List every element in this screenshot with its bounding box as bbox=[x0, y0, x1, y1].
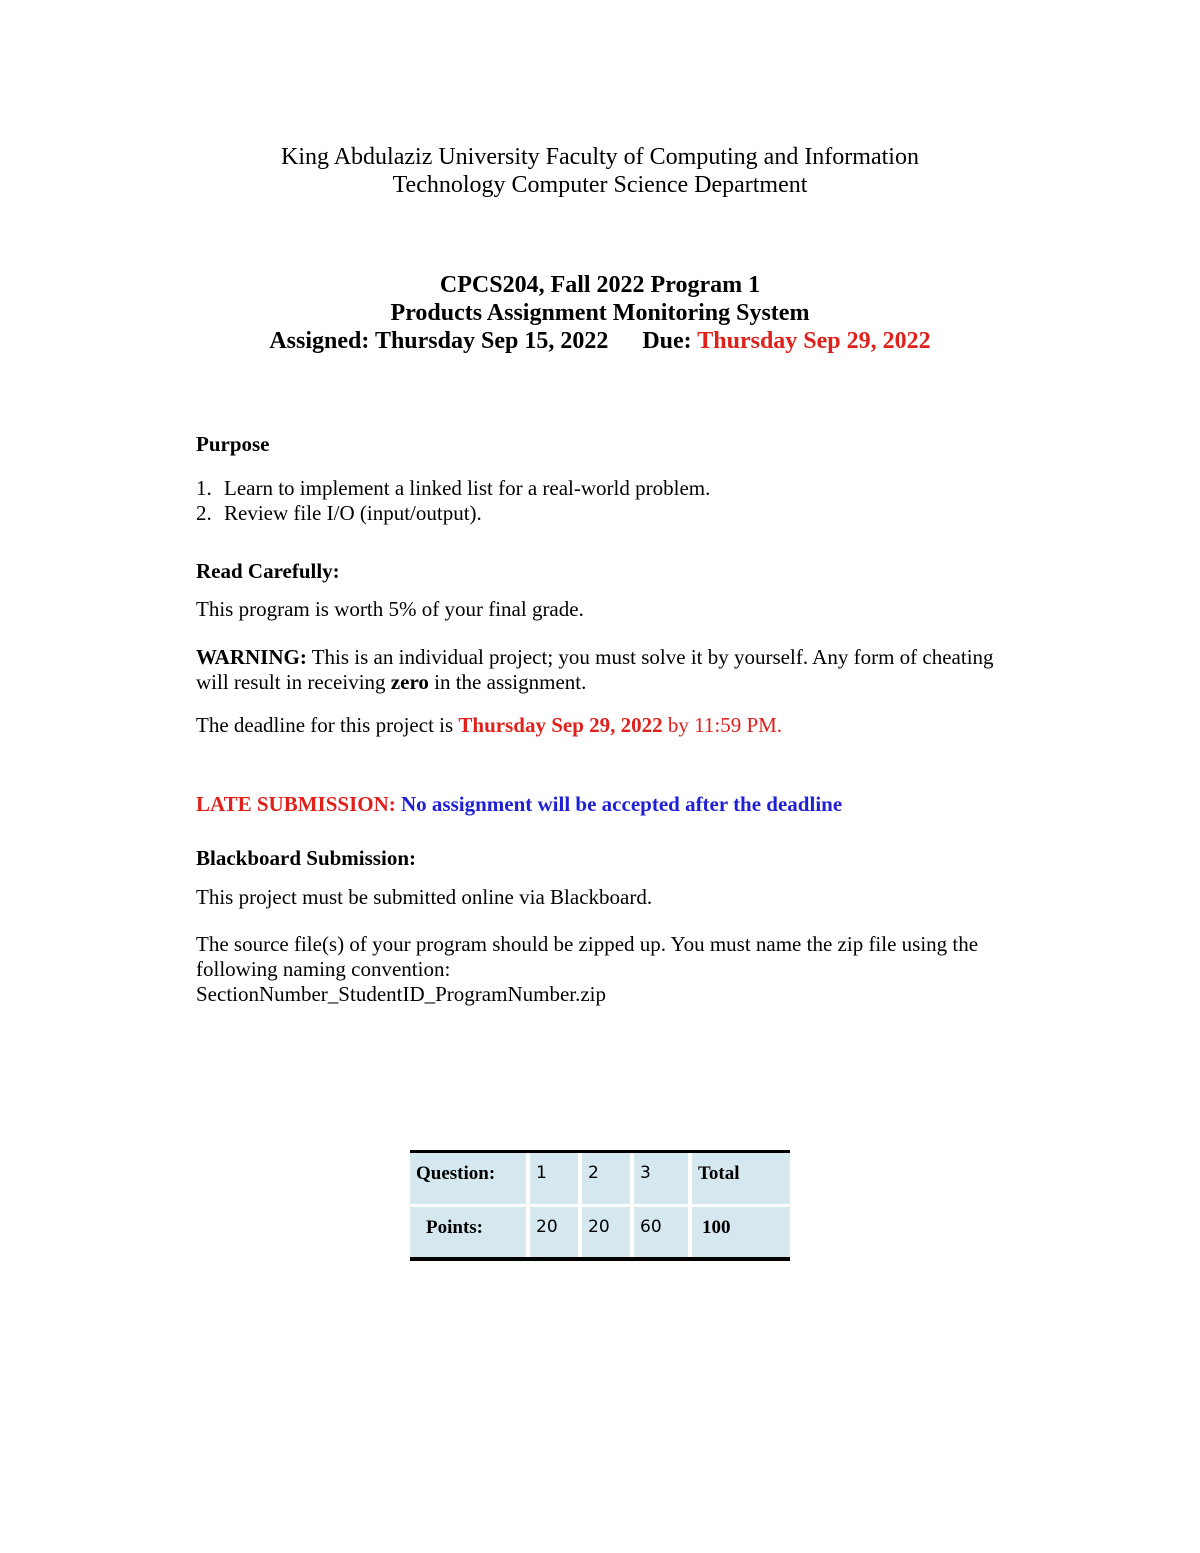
table-cell: 100 bbox=[690, 1205, 790, 1257]
blackboard-title: Blackboard Submission: bbox=[196, 846, 416, 870]
warning-paragraph: WARNING: This is an individual project; you must solve it by yourself. Any form of cheating will result in receiving zero in the assignment. bbox=[196, 645, 994, 694]
assigned-label: Assigned: bbox=[269, 328, 370, 354]
course-dates bbox=[0, 327, 1200, 355]
table-cell: Total bbox=[690, 1153, 790, 1205]
table-row bbox=[410, 1153, 790, 1205]
late-text: No assignment will be accepted after the deadline bbox=[395, 792, 843, 816]
warning-label: WARNING: bbox=[196, 645, 307, 669]
table-cell: 2 bbox=[580, 1153, 632, 1205]
grades-table-body bbox=[410, 1153, 790, 1257]
table-cell: 3 bbox=[632, 1153, 690, 1205]
late-label: LATE SUBMISSION: bbox=[196, 792, 396, 816]
table-cell: Question: bbox=[410, 1153, 528, 1205]
course-header bbox=[0, 271, 1200, 355]
due-label: Due: bbox=[642, 328, 692, 354]
zip-instructions bbox=[196, 932, 996, 1007]
table-bottom-rule bbox=[410, 1257, 790, 1261]
read-carefully-title: Read Carefully: bbox=[196, 559, 340, 583]
table-cell: Points: bbox=[410, 1205, 528, 1257]
due-date: Thursday Sep 29, 2022 bbox=[697, 328, 931, 354]
university-header-line1: King Abdulaziz University Faculty of Computing and Information bbox=[281, 144, 919, 170]
worth-text: This program is worth 5% of your final grade. bbox=[196, 597, 584, 621]
assigned-date: Thursday Sep 15, 2022 bbox=[374, 328, 609, 354]
zip-naming-convention: SectionNumber_StudentID_ProgramNumber.zip bbox=[196, 982, 607, 1006]
table-cell: 1 bbox=[528, 1153, 580, 1205]
table-row bbox=[410, 1205, 790, 1257]
zero-emphasis: zero bbox=[390, 670, 429, 694]
zip-instructions-text: The source file(s) of your program should be zipped up. You must name the zip file using the following naming convention: bbox=[196, 932, 979, 981]
purpose-list bbox=[196, 476, 1016, 526]
course-title: CPCS204, Fall 2022 Program 1 bbox=[439, 272, 761, 298]
grades-table bbox=[410, 1150, 790, 1261]
deadline-date: Thursday Sep 29, 2022 bbox=[458, 713, 663, 737]
purpose-title: Purpose bbox=[196, 432, 270, 456]
blackboard-line1: This project must be submitted online via Blackboard. bbox=[196, 885, 653, 909]
list-item: 1. Learn to implement a linked list for a real-world problem. bbox=[196, 476, 711, 500]
deadline-paragraph: The deadline for this project is Thursday Sep 29, 2022 by 11:59 PM. bbox=[196, 713, 783, 737]
table-cell: 20 bbox=[528, 1205, 580, 1257]
purpose-list-wrap bbox=[196, 476, 1016, 526]
late-submission bbox=[196, 792, 1016, 817]
table-cell: 60 bbox=[632, 1205, 690, 1257]
deadline-time: by 11:59 PM. bbox=[662, 713, 783, 737]
university-header bbox=[0, 143, 1200, 199]
course-subtitle: Products Assignment Monitoring System bbox=[390, 300, 810, 326]
list-item: 2. Review file I/O (input/output). bbox=[196, 501, 482, 525]
university-header-line2: Technology Computer Science Department bbox=[392, 172, 808, 198]
table-cell: 20 bbox=[580, 1205, 632, 1257]
